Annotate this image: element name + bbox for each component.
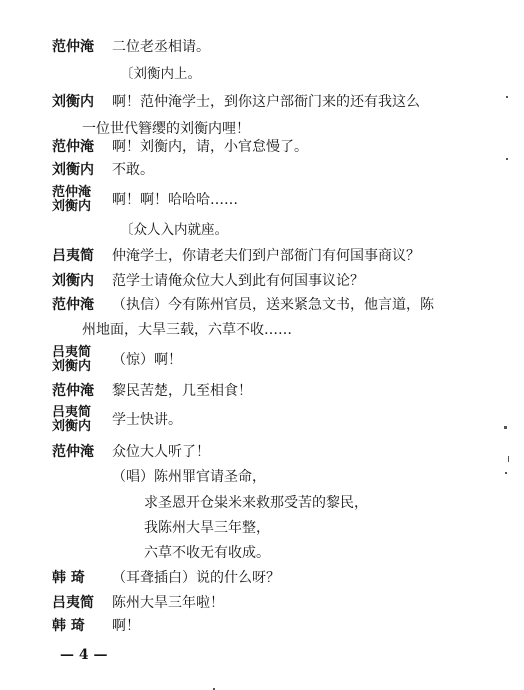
- dialogue-continuation: 一位世代簪缨的刘衡内哩！: [82, 121, 250, 137]
- speaker-name: 刘衡内: [52, 162, 94, 178]
- speaker-name-top: 吕夷简: [52, 405, 92, 420]
- speaker-name-bottom: 刘衡内: [52, 199, 92, 214]
- dialogue-text: 仲淹学士，你请老夫们到户部衙门有何国事商议？: [112, 248, 420, 264]
- sung-verse: 求圣恩开仓粜米来救那受苦的黎民，: [144, 495, 368, 511]
- speaker-name-top: 吕夷简: [52, 345, 92, 360]
- scan-speck: [506, 96, 508, 98]
- page-number: — 4 —: [60, 647, 108, 663]
- speaker-name-top: 范仲淹: [52, 185, 92, 200]
- speaker-name: 刘衡内: [52, 94, 94, 110]
- dialogue-text: 啊！啊！哈哈哈……: [112, 192, 238, 208]
- sung-verse: 我陈州大旱三年整，: [144, 520, 270, 536]
- scan-speck: [505, 472, 507, 474]
- speaker-name: 范仲淹: [52, 444, 94, 460]
- dialogue-text: 啊！刘衡内，请，小官怠慢了。: [112, 139, 308, 155]
- dialogue-continuation: 州地面，大旱三载，六草不收……: [82, 322, 292, 338]
- speaker-name: 吕夷简: [52, 248, 94, 264]
- speaker-name: 韩 琦: [52, 570, 85, 586]
- speaker-name: 韩 琦: [52, 618, 85, 634]
- speaker-name-bottom: 刘衡内: [52, 419, 92, 434]
- stage-direction: 〔刘衡内上。: [120, 66, 201, 82]
- speaker-name: 范仲淹: [52, 383, 94, 399]
- speaker-name: 范仲淹: [52, 297, 94, 313]
- dialogue-text: 啊！: [112, 618, 140, 634]
- speaker-name: 刘衡内: [52, 273, 94, 289]
- scan-speck: [504, 426, 507, 429]
- dialogue-text: 范学士请俺众位大人到此有何国事议论？: [112, 273, 364, 289]
- dialogue-text: 学士快讲。: [112, 412, 182, 428]
- speaker-name: 范仲淹: [52, 139, 94, 155]
- dialogue-text: 陈州大旱三年啦！: [112, 595, 224, 611]
- dialogue-text: （耳聋插白）说的什么呀？: [112, 570, 280, 586]
- dialogue-text: 黎民苦楚，几至相食！: [112, 383, 252, 399]
- speaker-name: 吕夷简: [52, 595, 94, 611]
- speaker-name: 范仲淹: [52, 39, 94, 55]
- dialogue-text: 二位老丞相请。: [112, 39, 210, 55]
- sung-verse: （唱）陈州罪官请圣命，: [112, 469, 266, 485]
- scan-speck: [506, 158, 508, 160]
- dialogue-text: 众位大人听了！: [112, 444, 210, 460]
- stage-direction: 〔众人入内就座。: [120, 222, 228, 238]
- dialogue-text: （执信）今有陈州官员，送来紧急文书，他言道，陈: [112, 297, 434, 313]
- speaker-name-bottom: 刘衡内: [52, 359, 92, 374]
- sung-verse: 六草不收无有收成。: [144, 545, 270, 561]
- dialogue-text: 啊！范仲淹学士，到你这户部衙门来的还有我这么: [112, 94, 420, 110]
- dialogue-text: 不敢。: [112, 162, 154, 178]
- scan-speck: [508, 456, 509, 462]
- dialogue-text: （惊）啊！: [112, 352, 182, 368]
